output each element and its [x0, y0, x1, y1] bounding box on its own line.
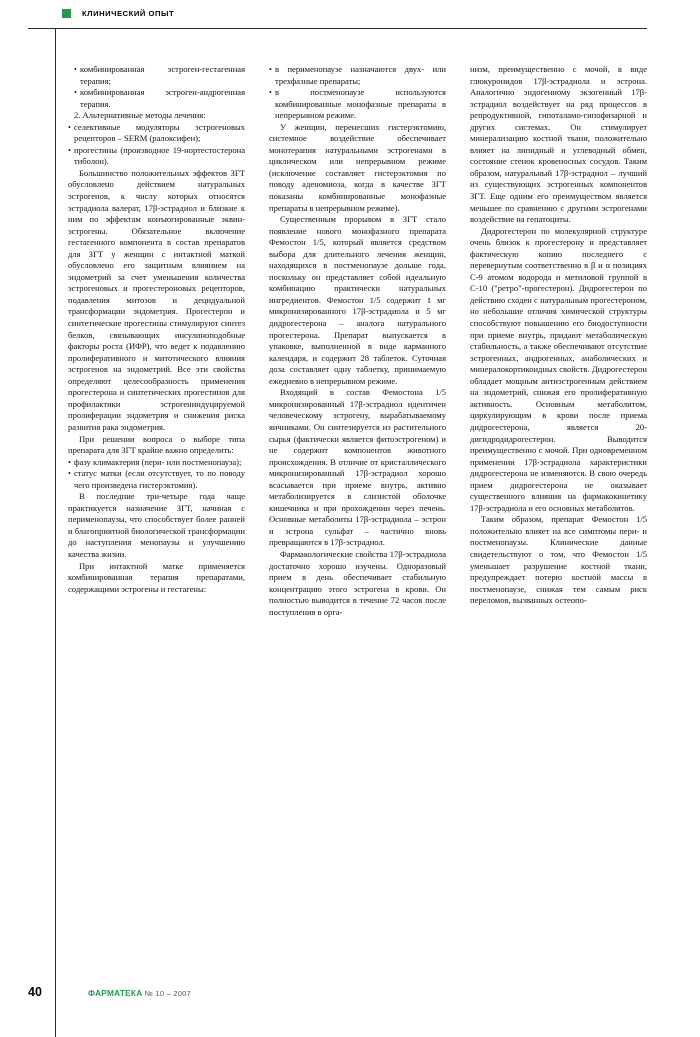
page-number: 40 — [28, 985, 42, 999]
list-item: • комбинированная эстроген-гестагенная терапия; — [68, 64, 245, 87]
paragraph: При решении вопроса о выборе типа препарата для ЗГТ крайне важно определить: — [68, 433, 245, 456]
paragraph: Существенным прорывом в ЗГТ стало появление нового монофазного препарата Фемостон 1/5, который является средством выбора для длительного лечения женщин, находящихся в постменопаузе дольше года, поскольку он представляет собой идеальную комбинацию практически натуральных ингредиентов. Фемостон 1/5 содержит 1 мг микронизированного 17β-эстрадиола и 5 мг дидрогестерона – аналога натурального прогестерона. Препарат выпускается в упаковке, выполненной в виде карманного календаря, и содержит 28 таблеток. Суточная доза составляет одну таблетку, принимаемую ежедневно в непрерывном режиме. — [269, 214, 446, 386]
list-item: • прогестины (производное 19-нортестостерона тиболон). — [68, 145, 245, 168]
journal-citation — [88, 989, 191, 998]
list-item: • фазу климактерия (пери- или постменопауза); — [68, 457, 245, 469]
section-label: КЛИНИЧЕСКИЙ ОПЫТ — [82, 9, 175, 18]
paragraph: Входящий в состав Фемостона 1/5 микронизированный 17β-эстрадиол идентичен человеческому эстрогену, вырабатываемому яичниками. Он синтезируется из растительного сырья (фактически является фитоэстрогеном) и не содержит компонентов животного происхождения. В отличие от кристаллического микронизированный 17β-эстрадиол хорошо всасывается при приеме внутрь, активно метаболизируется в слизистой оболочке кишечника и при прохождении через печень. Основные метаболиты 17β-эстрадиола – эстрон и эстрона сульфат – частично вновь превращаются в 17β-эстрадиол. — [269, 387, 446, 548]
list-item: • в перименопаузе назначаются двух- или трехфазные препараты; — [269, 64, 446, 87]
paragraph: У женщин, перенесших гистерэктомию, системное воздействие обеспечивает монотерапия натуральными эстрогенами в циклическом или непрерывном режиме (исключение составляет гистерэктомия по поводу аденомиоза, когда в качестве ЗГТ показаны комбинированные монофазные препараты в непрерывном режиме). — [269, 121, 446, 213]
paragraph: При интактной матке применяется комбинированная терапия препаратами, содержащими эстрогены и гестагены: — [68, 560, 245, 594]
paragraph: Дидрогестерон по молекулярной структуре очень близок к прогестерону и представляет фактическую копию последнего с перевернутым соответственно в β и α позициях С-9 атомом водорода и метиловой группой в С-10 ("ретро"-прогестерон). Дидрогестерон по действию сходен с натуральным прогестероном, но небольшие отличия химической структуры способствуют повышению его биодоступности при приеме внутрь, придают метаболическую стабильность, а также обеспечивают отсутствие эстрогенных, андрогенных, анаболических и минералокортикоидных свойств. Дидрогестерон обладает мощным антиэстрогенным действием на эндометрий, снижая его пролиферативную активность. Основным метаболитом, циркулирующим в крови после приема дидрогестерона, является 20-дигидродидрогестерон. Выводится преимущественно с мочой. При одновременном применении 17β-эстрадиола характеристики дидрогестерона не изменяются. В свою очередь прием дидрогестерона не оказывает существенного влияния на фармакокинетику 17β-эстрадиола и его основных метаболитов. — [470, 225, 647, 513]
text-column-2 — [269, 64, 446, 618]
paragraph: низм, преимущественно с мочой, в виде глюкуронидов 17β-эстрадиола и эстрона. Аналогично эндогенному экзогенный 17β-эстрадиол воздействует на ряд процессов в репродуктивной, гипоталамо-гипофизарной и других системах. Он стимулирует минерализацию костной ткани, положительно влияет на липидный и углеводный обмен, состояние стенок кровеносных сосудов. Таким образом, натуральный 17β-эстрадиол – лучший из существующих эстрогенных компонентов ЗГТ. Еще одним его преимуществом является меньшее по сравнению с другими эстрогенами воздействие на гепатоциты. — [470, 64, 647, 225]
page-footer — [0, 985, 700, 1015]
list-item: • селективные модуляторы эстрогеновых рецепторов – SERM (ралоксифен); — [68, 122, 245, 145]
list-item: • в постменопаузе используются комбинированные монофазные препараты в непрерывном режиме. — [269, 87, 446, 122]
list-item: • статус матки (если отсутствует, то по поводу чего произведена гистерэктомия). — [68, 468, 245, 491]
paragraph: В последние три-четыре года чаще практикуется назначение ЗГТ, начиная с перименопаузы, что способствует более ранней и благоприятной биологической трансформации до наступления менопаузы и улучшению качества жизни. — [68, 491, 245, 559]
list-item: 2. Альтернативные методы лечения: — [74, 110, 206, 121]
paragraph: Большинство положительных эффектов ЗГТ обусловлено действием натуральных эстрогенов, к числу которых относятся эстрадиола валерат, 17β-эстрадиол и близкие к ним по эффектам конъюгированные эквин-эстрогены. Обязательное включение гестагенного компонента в состав препаратов для ЗГТ у женщин с интактной маткой обусловлено его защитным влиянием на эндометрий за счет уменьшения количества эстрогеновых и прогестероновых рецепторов, подавления митозов и децидуальной трансформации эндометрия. Прогестерон и синтетические прогестины стимулируют синтез белков, связывающих инсулиноподобные факторы роста (ИФР), что ведет к подавлению пролиферативного и митотического влияния эстрогенов на эндометрий. Все эти свойства определяют целесообразность применения прогестерона и синтетических прогестинов для профилактики эстрогениндуцируемой пролиферации эндометрия и снижения риска развития рака эндометрия. — [68, 167, 245, 432]
text-column-1 — [68, 64, 245, 595]
journal-issue: № 10 – 2007 — [144, 989, 191, 998]
journal-name: ФАРМАТЕКА — [88, 989, 143, 998]
paragraph: Таким образом, препарат Фемостон 1/5 положительно влияет на все симптомы пери- и постменопаузы. Клинические данные свидетельствуют о том, что Фемостон 1/5 уменьшает разрушение костной ткани, предупреждает потерю костной массы в постменопаузе, снижая тем самым риск переломов, вызванных остеопо- — [470, 514, 647, 606]
text-column-3 — [470, 64, 647, 607]
paragraph: Фармакологические свойства 17β-эстрадиола достаточно хорошо изучены. Одноразовый прием в день обеспечивает стабильную концентрацию этого эстрогена в крови. Он полностью выводится в течение 72 часов после поступления в орга- — [269, 548, 446, 617]
list-item: • комбинированная эстроген-андрогенная терапия. — [68, 87, 245, 110]
